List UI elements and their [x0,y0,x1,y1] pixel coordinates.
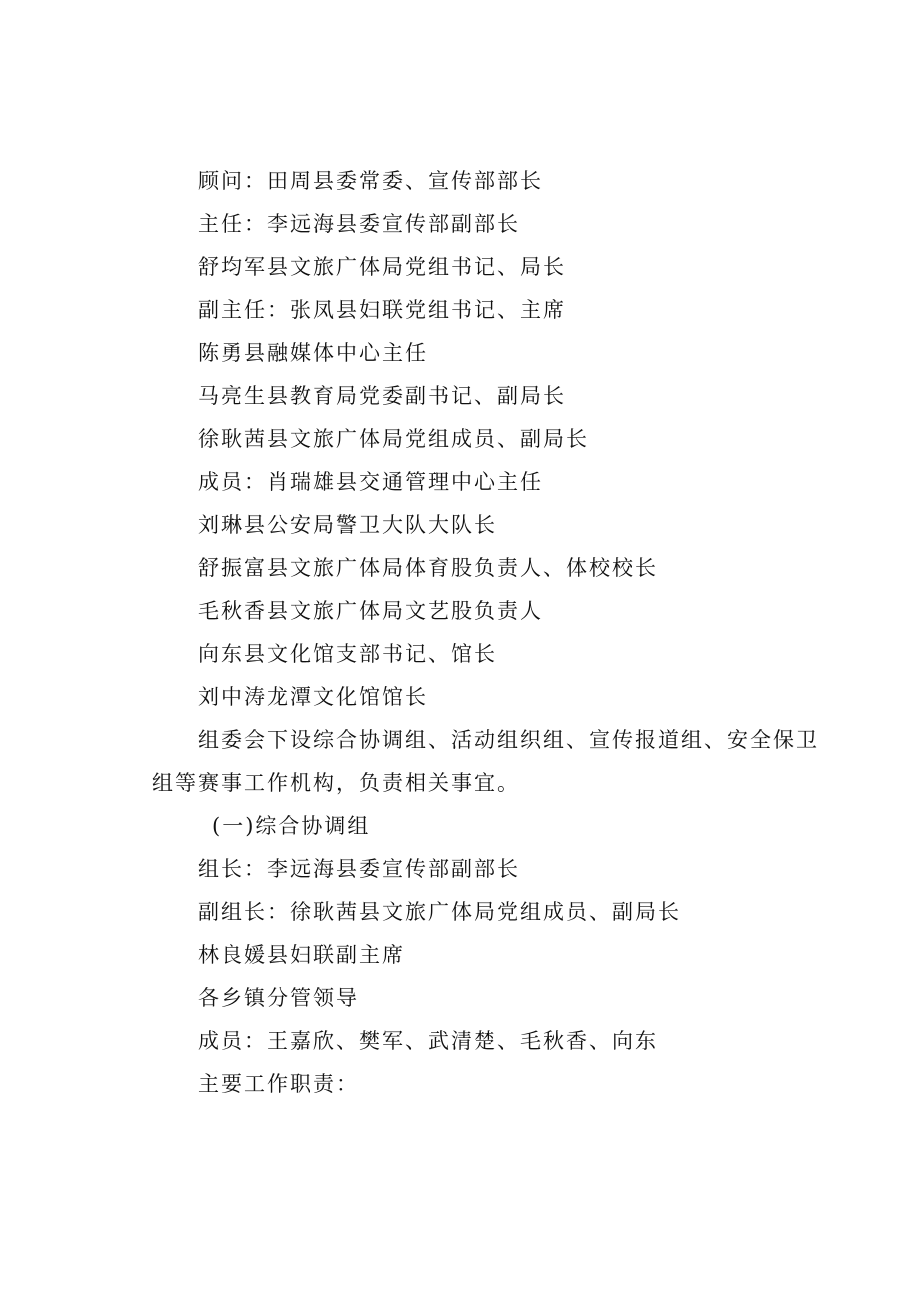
deputy-director-line: 副主任：张凤县妇联党组书记、主席 [198,298,566,322]
director-line: 主任：李远海县委宣传部副部长 [198,212,520,236]
organization-paragraph [152,719,819,805]
deputy-director-line-3: 马亮生县教育局党委副书记、副局长 [198,384,566,408]
director-line-2: 舒均军县文旅广体局党组书记、局长 [198,255,566,279]
paragraph-line-2: 组等赛事工作机构，负责相关事宜。 [152,771,520,795]
member-line-5: 向东县文化馆支部书记、馆长 [198,642,497,666]
deputy-group-leader-line-2: 林良媛县妇联副主席 [198,943,405,967]
member-line-4: 毛秋香县文旅广体局文艺股负责人 [198,599,543,623]
member-line-3: 舒振富县文旅广体局体育股负责人、体校校长 [198,556,658,580]
deputy-director-line-4: 徐耿茜县文旅广体局党组成员、副局长 [198,427,589,451]
member-line-6: 刘中涛龙潭文化馆馆长 [198,685,428,709]
group-leader-line: 组长：李远海县委宣传部副部长 [198,857,520,881]
deputy-director-line-2: 陈勇县融媒体中心主任 [198,341,428,365]
group-member-line: 成员：王嘉欣、樊军、武清楚、毛秋香、向东 [198,1029,658,1053]
paragraph-line-1: 组委会下设综合协调组、活动组织组、宣传报道组、安全保卫 [198,728,819,752]
section-heading: (一)综合协调组 [212,814,371,838]
deputy-group-leader-line-3: 各乡镇分管领导 [198,986,359,1010]
duties-heading: 主要工作职责： [198,1072,359,1096]
document-body [152,160,819,1106]
advisor-line: 顾问：田周县委常委、宣传部部长 [198,169,543,193]
member-line-2: 刘琳县公安局警卫大队大队长 [198,513,497,537]
member-line: 成员：肖瑞雄县交通管理中心主任 [198,470,543,494]
deputy-group-leader-line: 副组长：徐耿茜县文旅广体局党组成员、副局长 [198,900,681,924]
